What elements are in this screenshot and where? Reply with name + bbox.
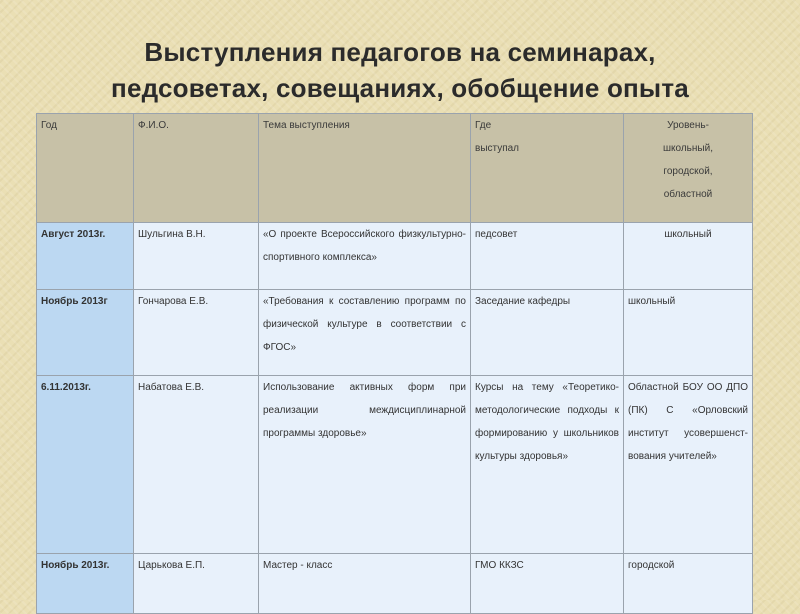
cell-name: Шульгина В.Н.	[134, 223, 259, 290]
table-row	[37, 376, 753, 554]
cell-level: городской	[624, 554, 753, 614]
cell-where: Заседание кафедры	[471, 290, 624, 376]
header-level: Уровень- школьный, городской, областной	[624, 114, 753, 223]
cell-where: педсовет	[471, 223, 624, 290]
cell-level: школьный	[624, 290, 753, 376]
header-year: Год	[37, 114, 134, 223]
page-title	[0, 34, 800, 106]
cell-year: Ноябрь 2013г	[37, 290, 134, 376]
cell-topic: «Требования к составлению программ по физической культуре в соответствии с ФГОС»	[259, 290, 471, 376]
cell-topic: Мастер - класс	[259, 554, 471, 614]
cell-where: ГМО ККЗС	[471, 554, 624, 614]
cell-topic: «О проекте Всероссийского физкультурно- спортивного комплекса»	[259, 223, 471, 290]
title-line-2: педсоветах, совещаниях, обобщение опыта	[111, 73, 689, 103]
cell-name: Гончарова Е.В.	[134, 290, 259, 376]
header-where: Где выступал	[471, 114, 624, 223]
cell-level: школьный	[624, 223, 753, 290]
header-topic: Тема выступления	[259, 114, 471, 223]
cell-topic: Использование активных форм при реализации междисциплинарной программы здоровье»	[259, 376, 471, 554]
table-header-row	[37, 114, 753, 223]
header-name: Ф.И.О.	[134, 114, 259, 223]
cell-year: 6.11.2013г.	[37, 376, 134, 554]
table-row	[37, 554, 753, 614]
cell-name: Набатова Е.В.	[134, 376, 259, 554]
cell-year: Ноябрь 2013г.	[37, 554, 134, 614]
cell-where: Курсы на тему «Теоретико-методологические подходы к формированию у школьников культуры здоровья»	[471, 376, 624, 554]
title-line-1: Выступления педагогов на семинарах,	[144, 37, 656, 67]
cell-year: Август 2013г.	[37, 223, 134, 290]
speeches-table	[36, 113, 753, 614]
table-row	[37, 290, 753, 376]
cell-level: Областной БОУ ОО ДПО (ПК) С «Орловский институт усовершенст-вования учителей»	[624, 376, 753, 554]
cell-name: Царькова Е.П.	[134, 554, 259, 614]
table-row	[37, 223, 753, 290]
